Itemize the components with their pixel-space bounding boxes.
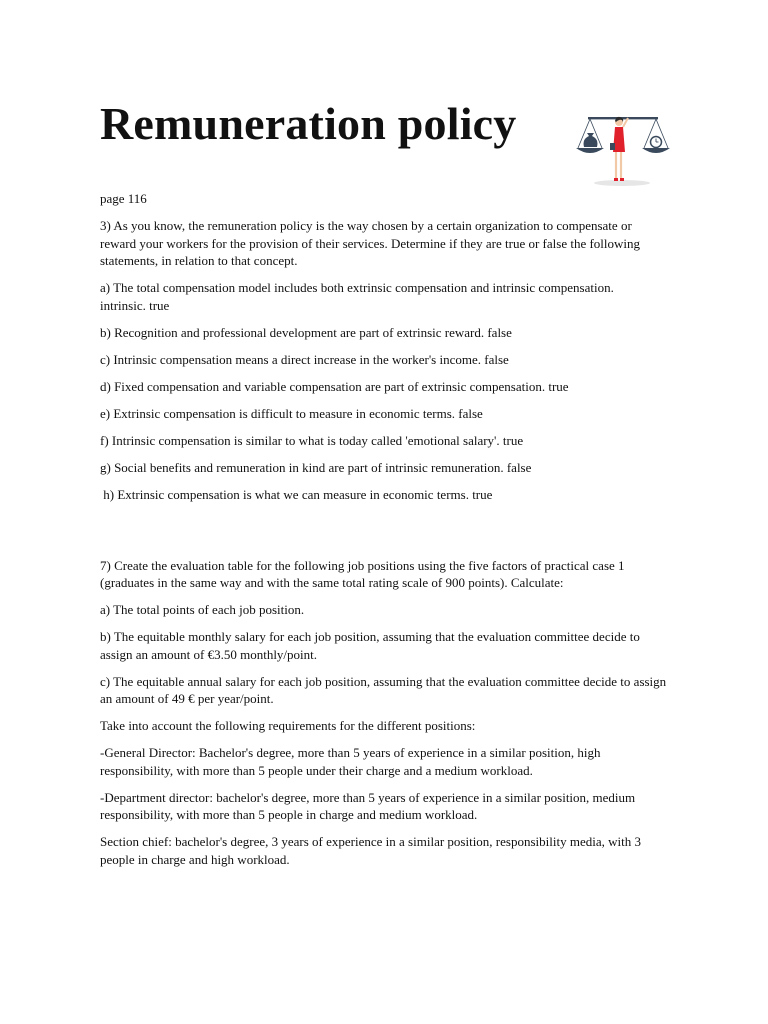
statement-e: e) Extrinsic compensation is difficult to measure in economic terms. false	[100, 405, 483, 421]
balance-scale-illustration-icon	[572, 112, 672, 190]
statement-h: h) Extrinsic compensation is what we can measure in economic terms. true	[100, 486, 493, 502]
statement-a-line1: a) The total compensation model includes both extrinsic compensation and intrinsic compensation.	[100, 280, 614, 295]
requirement-section-chief: Section chief: bachelor's degree, 3 years of experience in a similar position, responsibility media, with 3 people in charge and high workload.	[100, 834, 641, 867]
statement-c: c) Intrinsic compensation means a direct increase in the worker's income. false	[100, 351, 509, 367]
statement-b: b) Recognition and professional development are part of extrinsic reward. false	[100, 324, 512, 340]
statement-a	[100, 279, 670, 314]
requirements-intro: Take into account the following requirements for the different positions:	[100, 718, 476, 733]
requirement-department-director: -Department director: bachelor's degree, more than 5 years of experience in a similar position, medium responsibility, with more than 5 people in charge and medium workload.	[100, 789, 636, 822]
statement-f: f) Intrinsic compensation is similar to what is today called 'emotional salary'. true	[100, 432, 524, 448]
task-c: c) The equitable annual salary for each job position, assuming that the evaluation committee decide to assign an amount of 49 € per year/point.	[100, 673, 667, 706]
statement-a-line2: intrinsic. true	[100, 297, 170, 313]
statement-d: d) Fixed compensation and variable compensation are part of extrinsic compensation. true	[100, 378, 569, 394]
task-b: b) The equitable monthly salary for each job position, assuming that the evaluation committee decide to assign an amount of €3.50 monthly/point.	[100, 629, 640, 662]
page-title: Remuneration policy	[100, 98, 517, 149]
requirement-general-director: -General Director: Bachelor's degree, more than 5 years of experience in a similar position, high responsibility, with more than 5 people under their charge and a medium workload.	[100, 745, 601, 778]
question-3-intro: 3) As you know, the remuneration policy is the way chosen by a certain organization to compensate or reward your workers for the provision of their services. Determine if they are true or false the following statements, in relation to that concept.	[100, 218, 641, 268]
document-body	[100, 190, 670, 878]
statement-g: g) Social benefits and remuneration in kind are part of intrinsic remuneration. false	[100, 459, 532, 475]
page-reference: page 116	[100, 191, 147, 206]
question-7-intro: 7) Create the evaluation table for the following job positions using the five factors of practical case 1 (graduates in the same way and with the same total rating scale of 900 points). Calculate:	[100, 557, 625, 590]
task-a: a) The total points of each job position.	[100, 602, 305, 617]
